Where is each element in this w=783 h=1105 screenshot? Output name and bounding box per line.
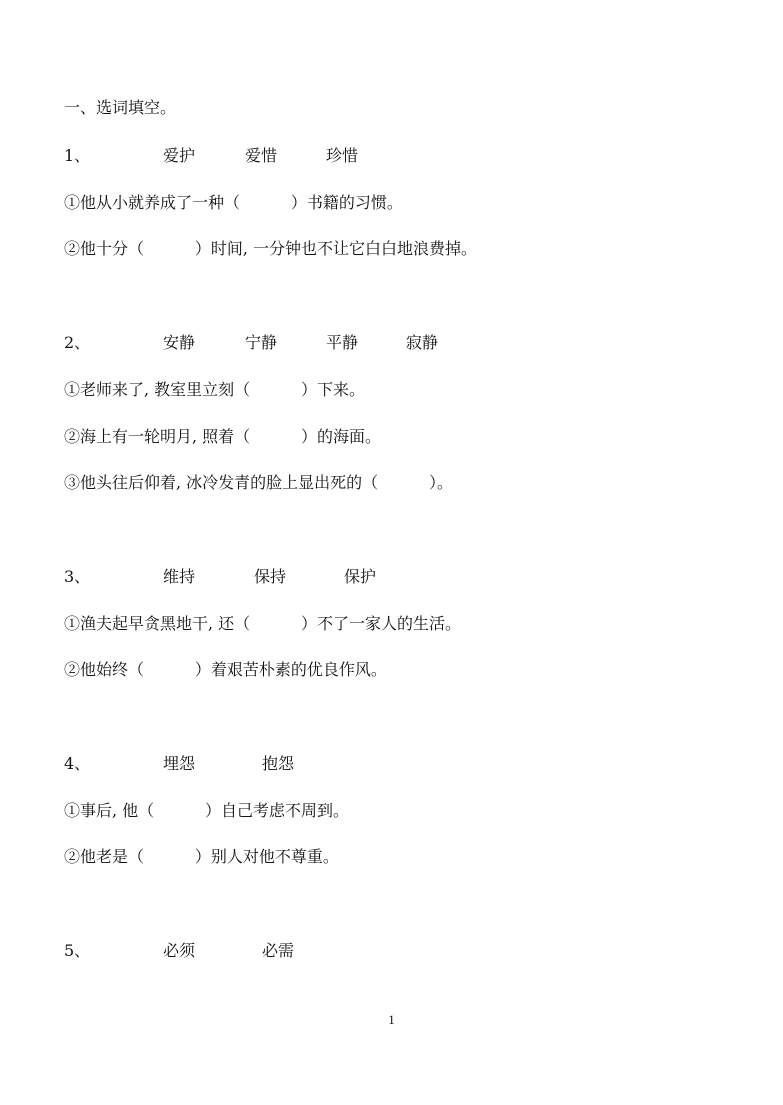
- word-option: 寂静: [406, 333, 439, 352]
- question-number: 4、: [64, 754, 91, 773]
- page-number: 1: [388, 1012, 395, 1027]
- fill-blank-sentence: ③他头往后仰着, 冰冷发青的脸上显出死的（ ）。: [64, 473, 454, 492]
- question-number: 2、: [64, 333, 91, 352]
- section-title: 一、选词填空。: [64, 98, 177, 117]
- fill-blank-sentence: ②他始终（ ）着艰苦朴素的优良作风。: [64, 660, 387, 679]
- word-option: 安静: [163, 333, 196, 352]
- fill-blank-sentence: ②他老是（ ）别人对他不尊重。: [64, 847, 339, 866]
- fill-blank-sentence: ①老师来了, 教室里立刻（ ）下来。: [64, 380, 366, 399]
- word-option: 爱惜: [245, 146, 278, 165]
- question-number: 1、: [64, 146, 91, 165]
- word-option: 抱怨: [262, 754, 295, 773]
- word-option: 平静: [326, 333, 359, 352]
- word-option: 爱护: [163, 146, 196, 165]
- fill-blank-sentence: ①他从小就养成了一种（ ）书籍的习惯。: [64, 193, 403, 212]
- word-option: 保护: [344, 567, 377, 586]
- word-option: 必须: [163, 941, 196, 960]
- word-option: 埋怨: [163, 754, 196, 773]
- word-option: 珍惜: [326, 146, 359, 165]
- word-option: 必需: [262, 941, 295, 960]
- fill-blank-sentence: ②他十分（ ）时间, 一分钟也不让它白白地浪费掉。: [64, 239, 478, 258]
- word-option: 维持: [163, 567, 196, 586]
- question-number: 5、: [64, 941, 91, 960]
- question-number: 3、: [64, 567, 91, 586]
- fill-blank-sentence: ①渔夫起早贪黑地干, 还（ ）不了一家人的生活。: [64, 614, 462, 633]
- fill-blank-sentence: ①事后, 他（ ）自己考虑不周到。: [64, 801, 350, 820]
- word-option: 保持: [254, 567, 287, 586]
- word-option: 宁静: [245, 333, 278, 352]
- fill-blank-sentence: ②海上有一轮明月, 照着（ ）的海面。: [64, 427, 382, 446]
